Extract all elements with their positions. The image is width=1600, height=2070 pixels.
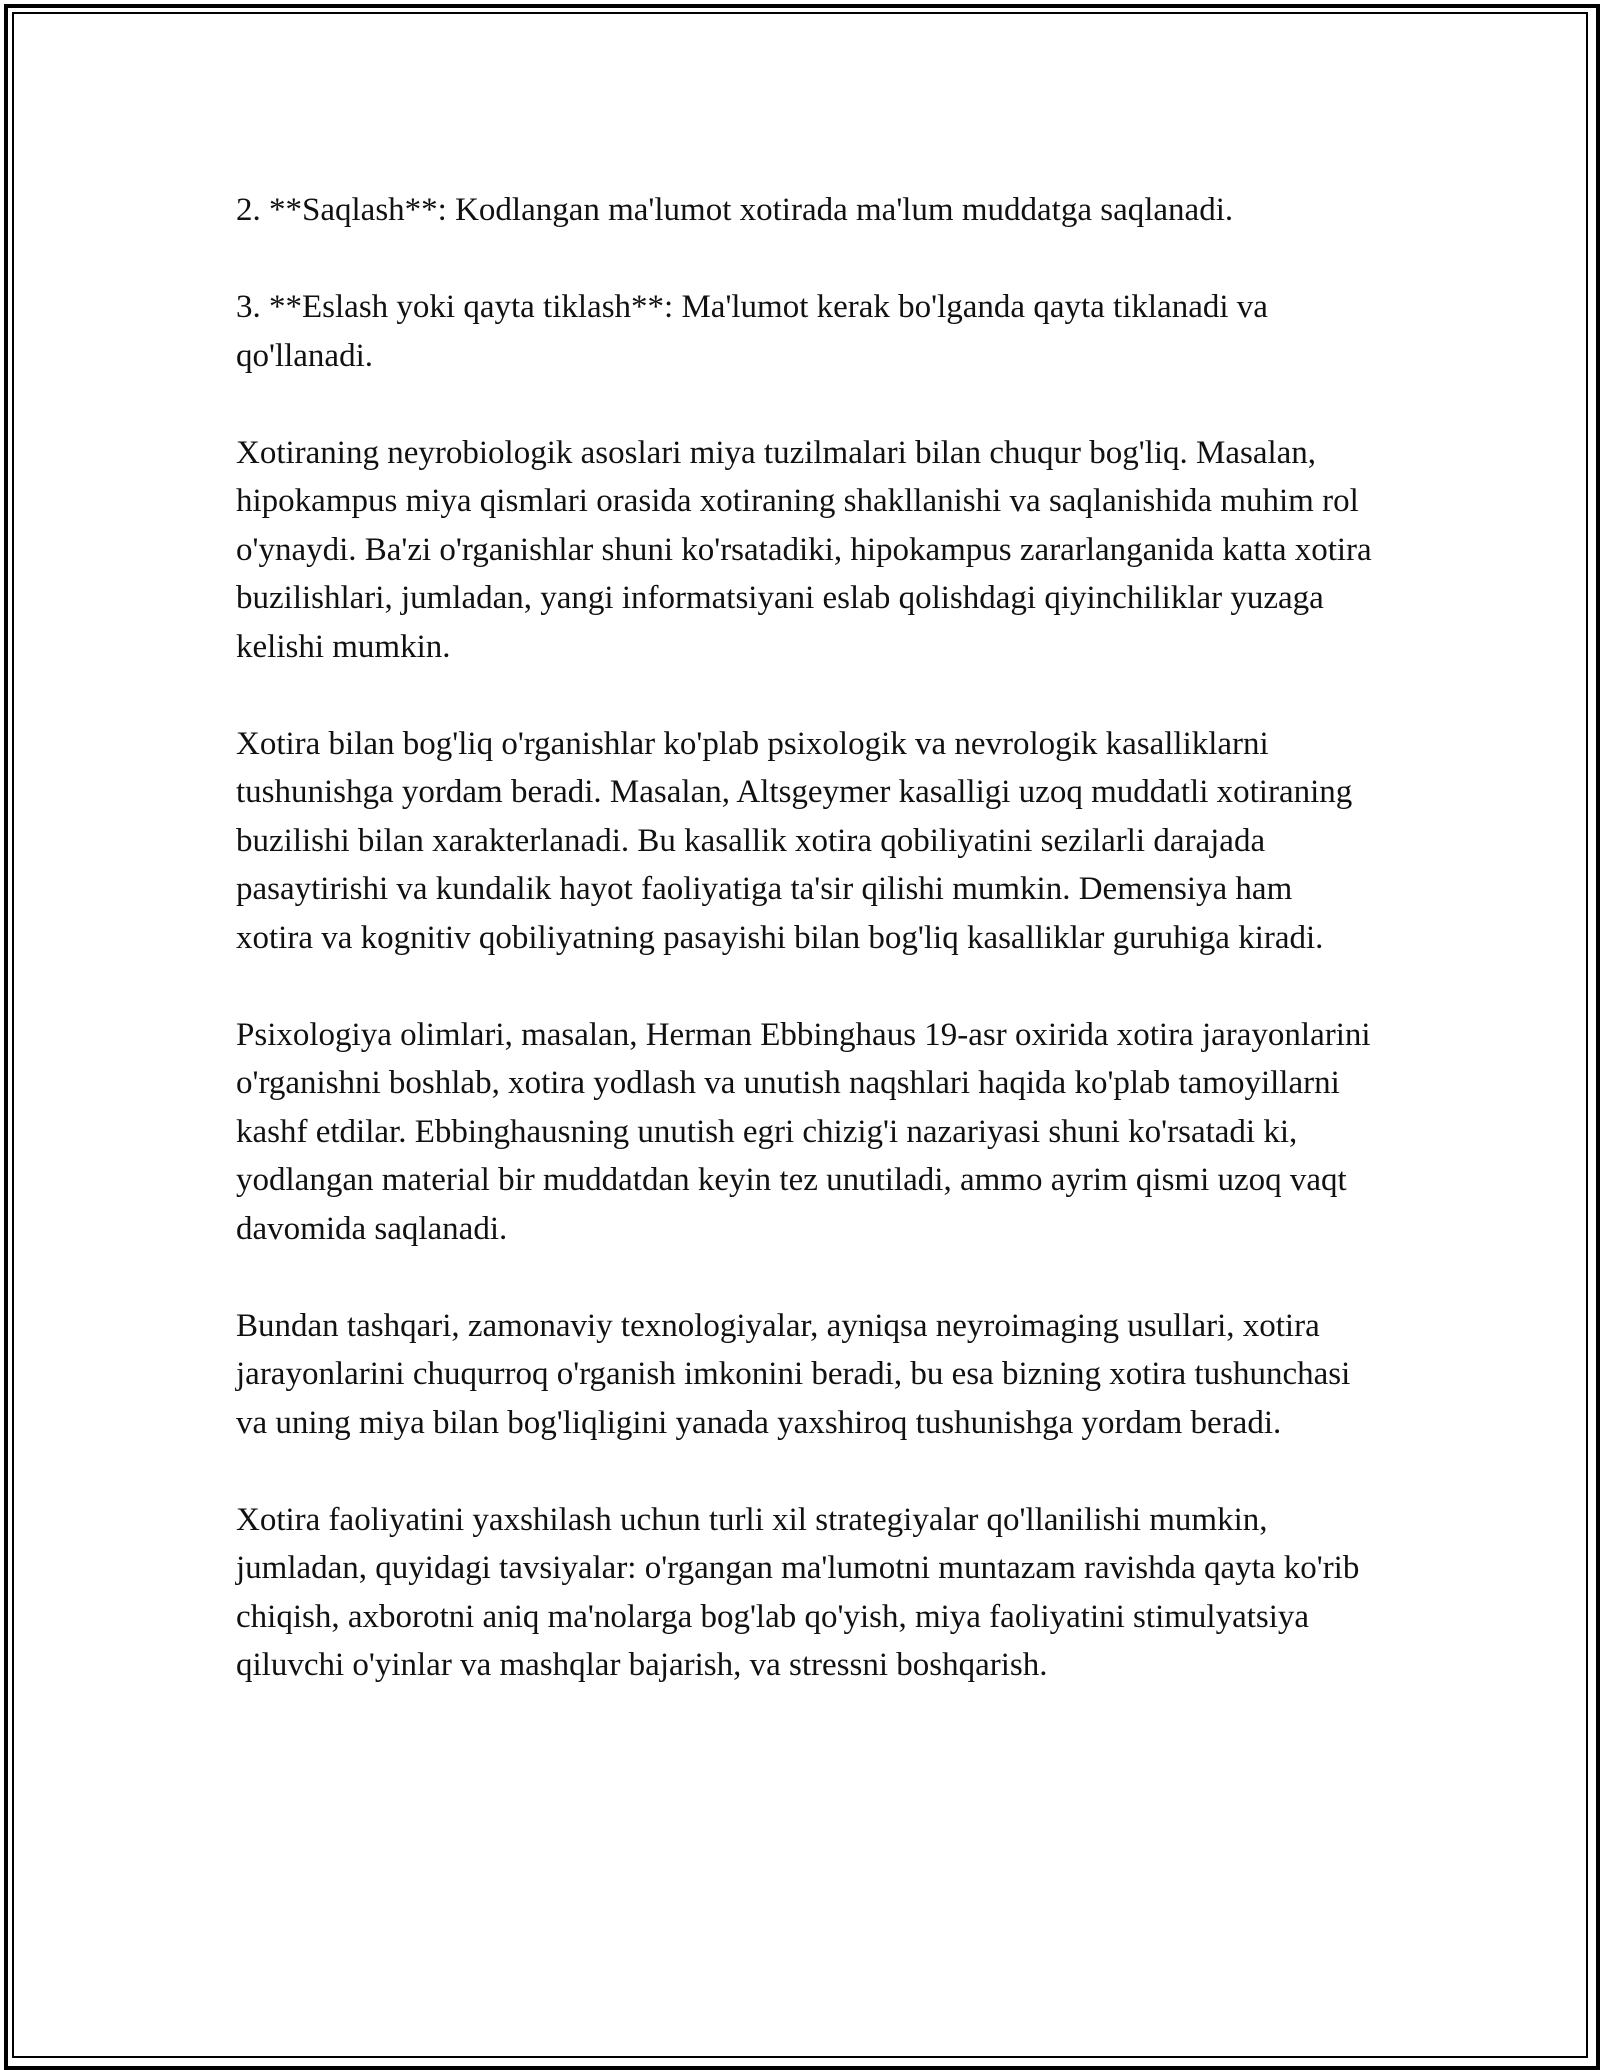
paragraph-strategies: Xotira faoliyatini yaxshilash uchun turli xil strategiyalar qo'llanilishi mumkin, jumladan, quyidagi tavsiyalar: o'rgangan ma'lumotni muntazam ravishda qayta ko'rib chiqish, axborotni aniq ma'nolarga bog'lab qo'yish, miya faoliyatini stimulyatsiya qiluvchi o'yinlar va mashqlar bajarish, va stressni boshqarish.: [236, 1501, 1360, 1683]
paragraph-neurobiology: Xotiraning neyrobiologik asoslari miya tuzilmalari bilan chuqur bog'liq. Masalan, hipokampus miya qismlari orasida xotiraning shakllanishi va saqlanishida muhim rol o'ynaydi. Ba'zi o'rganishlar shuni ko'rsatadiki, hipokampus zararlanganida katta xotira buzilishlari, jumladan, yangi informatsiyani eslab qolishdagi qiyinchiliklar yuzaga kelishi mumkin.: [236, 434, 1372, 665]
paragraph-list-item-2: 2. **Saqlash**: Kodlangan ma'lumot xotirada ma'lum muddatga saqlanadi.: [236, 192, 1234, 228]
paragraph-technologies: Bundan tashqari, zamonaviy texnologiyalar, ayniqsa neyroimaging usullari, xotira jarayonlarini chuqurroq o'rganish imkonini beradi, bu esa bizning xotira tushunchasi va uning miya bilan bog'liqligini yanada yaxshiroq tushunishga yordam beradi.: [236, 1307, 1351, 1441]
paragraph-ebbinghaus: Psixologiya olimlari, masalan, Herman Ebbinghaus 19-asr oxirida xotira jarayonlarini o'rganishni boshlab, xotira yodlash va unutish naqshlari haqida ko'plab tamoyillarni kashf etdilar. Ebbinghausning unutish egri chizig'i nazariyasi shuni ko'rsatadi ki, yodlangan material bir muddatdan keyin tez unutiladi, ammo ayrim qismi uzoq vaqt davomida saqlanadi.: [236, 1016, 1371, 1247]
paragraph-diseases: Xotira bilan bog'liq o'rganishlar ko'plab psixologik va nevrologik kasalliklarni tushunishga yordam beradi. Masalan, Altsgeymer kasalligi uzoq muddatli xotiraning buzilishi bilan xarakterlanadi. Bu kasallik xotira qobiliyatini sezilarli darajada pasaytirishi va kundalik hayot faoliyatiga ta'sir qilishi mumkin. Demensiya ham xotira va kognitiv qobiliyatning pasayishi bilan bog'liq kasalliklar guruhiga kiradi.: [236, 725, 1353, 956]
paragraph-list-item-3: 3. **Eslash yoki qayta tiklash**: Ma'lumot kerak bo'lganda qayta tiklanadi va qo'llanadi.: [236, 289, 1268, 374]
document-body: [236, 186, 1376, 1738]
